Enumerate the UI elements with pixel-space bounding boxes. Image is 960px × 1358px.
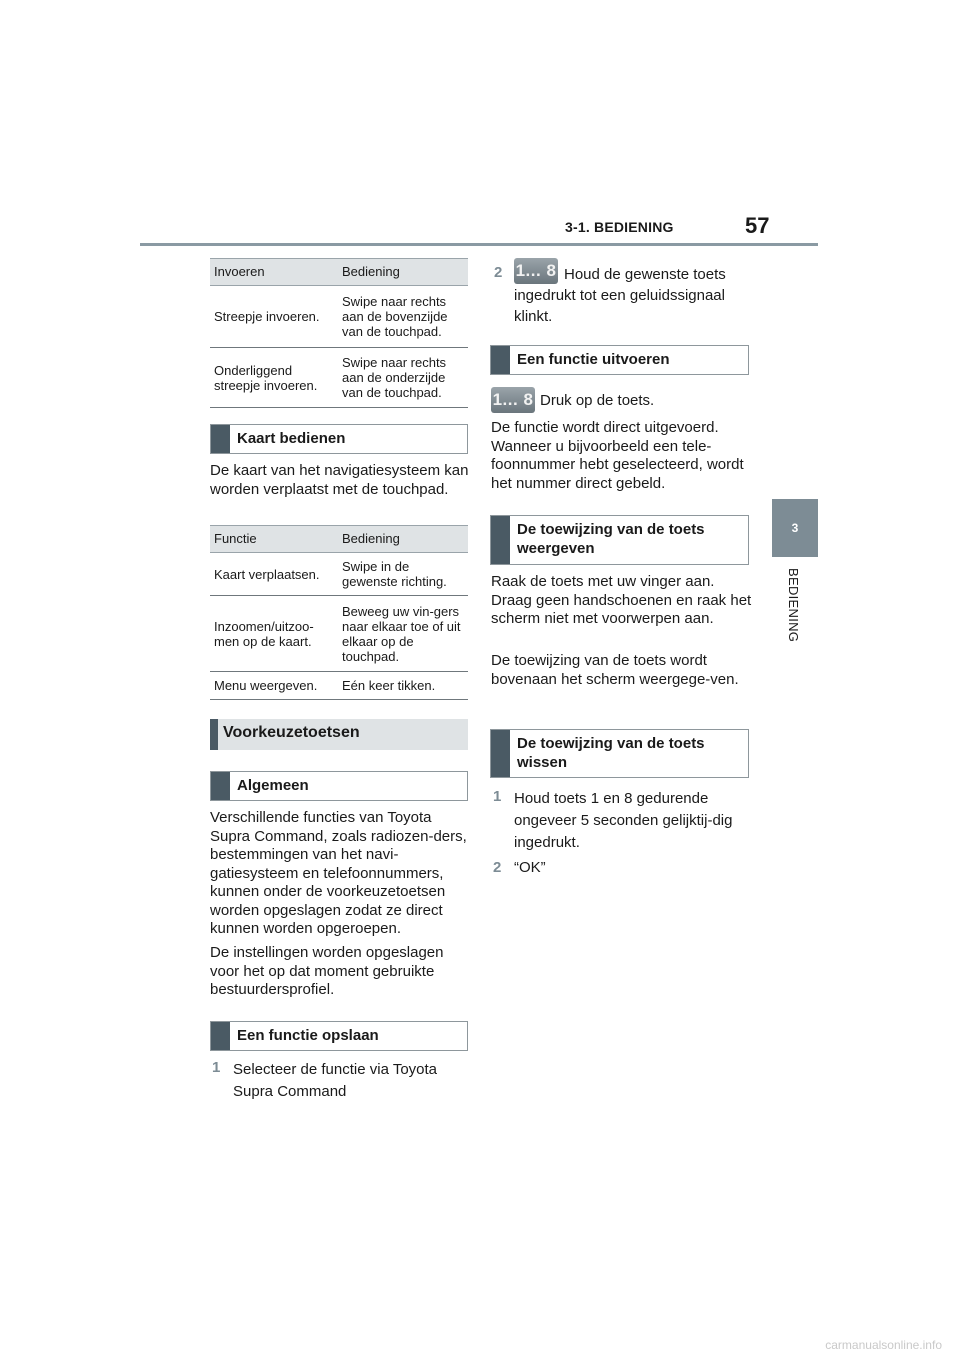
table-cell: Streepje invoeren.: [210, 286, 338, 348]
algemeen-text-2: De instellingen worden opgeslagen voor het op dat moment gebruikte bestuurdersprofiel.: [210, 944, 444, 998]
heading-een-functie-opslaan: Een functie opslaan: [210, 1021, 468, 1051]
table-header-row: [210, 259, 468, 286]
table-cell: Swipe naar rechts aan de onderzijde van de touchpad.: [338, 348, 468, 408]
map-table: [210, 525, 468, 700]
heading-een-functie-uitvoeren: Een functie uitvoeren: [490, 345, 749, 375]
table-row: [210, 553, 468, 596]
preset-key-icon: 1... 8: [514, 258, 558, 284]
header-rule: [140, 243, 818, 246]
watermark: carmanualsonline.info: [825, 1338, 942, 1352]
weergeven-text-2: De toewijzing van de toets wordt bovenaan het scherm weergege-ven.: [491, 652, 739, 688]
page-number: 57: [745, 213, 770, 238]
uitvoeren-text: De functie wordt direct uitgevoerd. Wanneer u bijvoorbeeld een tele-foonnummer hebt geselecteerd, wordt het nummer direct gebeld.: [491, 419, 744, 492]
step-number: 2: [494, 264, 503, 281]
heading-algemeen: Algemeen: [210, 771, 468, 801]
table-cell: Eén keer tikken.: [338, 672, 468, 700]
table-header-cell: Invoeren: [210, 259, 338, 286]
table-cell: Kaart verplaatsen.: [210, 553, 338, 596]
algemeen-text-1: Verschillende functies van Toyota Supra Command, zoals radiozen-ders, bestemmingen van het navi-gatiesysteem en telefoonnummers, kunnen onder de voorkeuzetoetsen worden opgeslagen zodat ze direct kunnen worden opgeroepen.: [210, 809, 467, 937]
table-cell: Beweeg uw vin-gers naar elkaar toe of uit elkaar op de touchpad.: [338, 596, 468, 672]
table-cell: Swipe naar rechts aan de bovenzijde van de touchpad.: [338, 286, 468, 348]
table-cell: Inzoomen/uitzoo-men op de kaart.: [210, 596, 338, 672]
chapter-label: BEDIENING: [786, 568, 801, 643]
chapter-tab: 3: [772, 499, 818, 557]
table-row: [210, 672, 468, 700]
step-number: 2: [493, 859, 502, 876]
table-header-cell: Functie: [210, 526, 338, 553]
section-title: 3-1. BEDIENING: [565, 219, 674, 235]
weergeven-text-1: Raak de toets met uw vinger aan. Draag geen handschoenen en raak het scherm niet met voorwerpen aan.: [491, 573, 752, 627]
table-cell: Menu weergeven.: [210, 672, 338, 700]
heading-kaart-bedienen: Kaart bedienen: [210, 424, 468, 454]
table-header-cell: Bediening: [338, 526, 468, 553]
kaart-text: De kaart van het navigatiesysteem kan worden verplaatst met de touchpad.: [210, 462, 469, 498]
table-cell: Swipe in de gewenste richting.: [338, 553, 468, 596]
table-header-cell: Bediening: [338, 259, 468, 286]
heading-toewijzing-wissen: De toewijzing van de toets wissen: [490, 729, 749, 778]
table-row: [210, 286, 468, 348]
heading-toewijzing-weergeven: De toewijzing van de toets weergeven: [490, 515, 749, 565]
table-row: [210, 348, 468, 408]
uitvoeren-press-text: Druk op de toets.: [540, 392, 655, 409]
opslaan-step-2: Houd de gewenste toets ingedrukt tot een geluidssignaal klinkt.: [514, 266, 726, 325]
preset-key-icon: 1... 8: [491, 387, 535, 413]
heading-voorkeuzetoetsen: Voorkeuzetoetsen: [210, 719, 468, 750]
opslaan-step-1: Selecteer de functie via Toyota Supra Command: [233, 1061, 438, 1100]
table-header-row: [210, 526, 468, 553]
step-number: 1: [493, 788, 502, 805]
wissen-step-1: Houd toets 1 en 8 gedurende ongeveer 5 seconden gelijktij-dig ingedrukt.: [514, 790, 733, 851]
step-number: 1: [212, 1059, 221, 1076]
table-cell: Onderliggend streepje invoeren.: [210, 348, 338, 408]
input-table: [210, 258, 468, 408]
table-row: [210, 596, 468, 672]
wissen-step-2: “OK”: [514, 859, 546, 876]
